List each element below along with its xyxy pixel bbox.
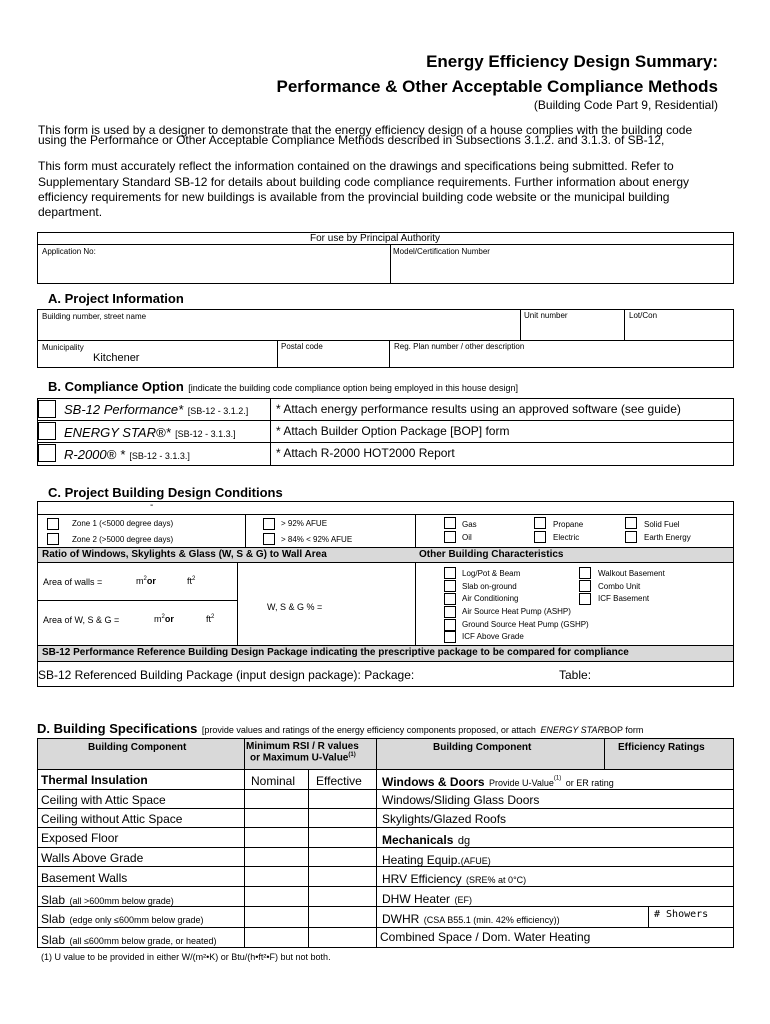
air-conditioning-checkbox[interactable] — [444, 593, 456, 605]
section-b-heading — [48, 378, 518, 396]
showers-field[interactable]: # Showers — [654, 909, 709, 920]
dwhr-label: DWHR — [382, 912, 420, 926]
exposed-floor-label: Exposed Floor — [41, 831, 119, 845]
option-sb12-attach: * Attach energy performance results using an approved software (see guide) — [276, 402, 681, 416]
ft2-unit-walls — [187, 576, 195, 586]
log-pot-beam-label: Log/Pot & Beam — [462, 569, 521, 578]
electric-checkbox[interactable] — [534, 531, 546, 543]
c-div5 — [37, 661, 734, 662]
divider-lot — [624, 309, 625, 340]
option-sb12 — [64, 401, 248, 419]
m2-sup: 2 — [143, 576, 147, 582]
zone1-label: Zone 1 (<5000 degree days) — [72, 519, 174, 528]
section-d-note: [provide values and ratings of the energy efficiency components proposed, or attach — [201, 725, 536, 735]
lot-con-field[interactable]: Lot/Con — [629, 311, 658, 320]
option-r2000-attach: * Attach R-2000 HOT2000 Report — [276, 446, 455, 460]
electric-label: Electric — [553, 533, 580, 542]
m2-unit: m — [136, 576, 144, 586]
slab1-label: Slab — [41, 893, 66, 907]
slab3-row — [41, 931, 217, 949]
earth-energy-label: Earth Energy — [644, 533, 691, 542]
walkout-basement-checkbox[interactable] — [579, 567, 591, 579]
r2000-checkbox[interactable] — [38, 444, 56, 462]
mechanicals-value[interactable]: dg — [457, 835, 471, 847]
authority-header: For use by Principal Authority — [310, 233, 441, 244]
col-building-component-2: Building Component — [433, 742, 532, 753]
heating-row — [382, 851, 491, 869]
section-d-title: D. Building Specifications — [37, 721, 198, 736]
ft2-unit-wsg: ft — [206, 614, 212, 624]
section-d-heading — [37, 720, 643, 738]
divider-regplan — [389, 340, 390, 368]
section-d-note-italic: ENERGY STAR — [540, 725, 604, 735]
postal-code-field[interactable]: Postal code — [281, 342, 323, 351]
specs-header-div — [37, 769, 734, 770]
afue-92-checkbox[interactable] — [263, 518, 275, 530]
ft2-unit-wsg-wrap — [206, 614, 214, 624]
windows-doors-row — [382, 773, 614, 791]
col-min-rsi: Minimum RSI / R values — [246, 741, 359, 752]
reg-plan-field[interactable]: Reg. Plan number / other description — [394, 342, 525, 351]
icf-basement-label: ICF Basement — [598, 594, 650, 603]
sb12-performance-checkbox[interactable] — [38, 400, 56, 418]
oil-label: Oil — [462, 533, 472, 542]
windows-doors-label: Windows & Doors — [382, 775, 485, 789]
earth-energy-checkbox[interactable] — [625, 531, 637, 543]
col-max-u — [250, 752, 356, 763]
municipality-label: Municipality — [42, 343, 84, 352]
dhw-label: DHW Heater — [382, 892, 451, 906]
hrv-label: HRV Efficiency — [382, 872, 462, 886]
col-max-u-sup: (1) — [348, 752, 356, 758]
slab3-label: Slab — [41, 933, 66, 947]
other-characteristics-header: Other Building Characteristics — [419, 549, 564, 560]
subtitle: (Building Code Part 9, Residential) — [533, 98, 718, 112]
c-vdiv1 — [245, 514, 246, 547]
specs-vdiv3 — [604, 738, 605, 769]
or-label-wsg: or — [164, 614, 174, 624]
log-pot-beam-checkbox[interactable] — [444, 567, 456, 579]
unit-number-field[interactable]: Unit number — [524, 311, 568, 320]
row-line-2 — [37, 808, 734, 809]
m2-unit-wsg: m — [154, 614, 162, 624]
m2-sup-wsg: 2 — [161, 614, 165, 620]
provide-u-sup: (1) — [553, 775, 562, 782]
option-energystar — [64, 424, 236, 442]
area-wsg-units — [154, 614, 174, 624]
air-conditioning-label: Air Conditioning — [462, 594, 519, 603]
footnote: (1) U value to be provided in either W/(m²•K) or Btu/(h•ft²•F) but not both. — [41, 952, 331, 962]
gas-label: Gas — [462, 520, 477, 529]
col-max-u-text: or Maximum U-Value — [250, 752, 349, 764]
specs-vdiv-nominal — [308, 769, 309, 948]
c-div3 — [37, 562, 734, 563]
energy-star-checkbox[interactable] — [38, 422, 56, 440]
icf-basement-checkbox[interactable] — [579, 593, 591, 605]
dwhr-note: (CSA B55.1 (min. 42% efficiency)) — [423, 915, 560, 925]
table-field[interactable]: Table: — [559, 668, 592, 682]
sb12-reference-header: SB-12 Performance Reference Building Design Package indicating the prescriptive package to be compared for compliance — [42, 647, 629, 658]
propane-label: Propane — [553, 520, 584, 529]
municipality-value[interactable]: Kitchener — [93, 352, 140, 364]
specs-vdiv2 — [376, 738, 377, 948]
authority-divider — [37, 244, 734, 245]
intro-para2-line2: Supplementary Standard SB-12 for details about building code compliance requirements. Further information about energy — [38, 175, 690, 189]
combined-heating-label: Combined Space / Dom. Water Heating — [380, 930, 591, 944]
effective-label: Effective — [316, 774, 362, 788]
slab-on-ground-checkbox[interactable] — [444, 580, 456, 592]
walkout-basement-label: Walkout Basement — [598, 569, 665, 578]
compliance-div2 — [37, 442, 734, 443]
area-walls-units — [136, 576, 156, 586]
dash-mark: - — [150, 500, 154, 511]
title-line1: Energy Efficiency Design Summary: — [426, 52, 718, 71]
c-vdiv2 — [415, 514, 416, 645]
gshp-label: Ground Source Heat Pump (GSHP) — [462, 620, 589, 629]
solid-fuel-label: Solid Fuel — [644, 520, 680, 529]
zone2-checkbox[interactable] — [47, 533, 59, 545]
provide-u-label: Provide U-Value — [489, 778, 554, 788]
combo-unit-checkbox[interactable] — [579, 580, 591, 592]
combo-unit-label: Combo Unit — [598, 582, 641, 591]
solid-fuel-checkbox[interactable] — [625, 517, 637, 529]
option-r2000 — [64, 446, 190, 464]
provide-u-end: or ER rating — [565, 778, 614, 788]
ceiling-attic-label: Ceiling with Attic Space — [41, 793, 166, 807]
option-sb12-name: SB-12 Performance* — [64, 402, 184, 417]
afue-84-label: > 84% < 92% AFUE — [281, 535, 353, 544]
basement-walls-label: Basement Walls — [41, 871, 128, 885]
area-walls-label: Area of walls = — [43, 577, 103, 587]
icf-above-grade-checkbox[interactable] — [444, 631, 456, 643]
row-line-3 — [37, 827, 734, 828]
section-b-title: B. Compliance Option — [48, 379, 184, 394]
zone1-checkbox[interactable] — [47, 518, 59, 530]
mechanicals-label: Mechanicals — [382, 833, 454, 847]
zone2-label: Zone 2 (>5000 degree days) — [72, 535, 174, 544]
authority-vdivider — [390, 244, 391, 284]
afue-84-checkbox[interactable] — [263, 533, 275, 545]
heating-note: (AFUE) — [460, 856, 491, 866]
thermal-insulation-label: Thermal Insulation — [41, 773, 148, 787]
col-efficiency-ratings: Efficiency Ratings — [618, 742, 705, 753]
model-cert-field[interactable]: Model/Certification Number — [393, 247, 490, 256]
slab2-row — [41, 910, 204, 928]
intro-para1-line2: using the Performance or Other Acceptable Compliance Methods described in Subsections 3.1.2. and 3.1.3. of SB-12, — [38, 133, 665, 147]
compliance-vdiv — [270, 398, 271, 466]
option-energystar-name: ENERGY STAR®* — [64, 425, 171, 440]
building-number-field[interactable]: Building number, street name — [42, 312, 147, 321]
propane-checkbox[interactable] — [534, 517, 546, 529]
ft2-sup: 2 — [192, 576, 196, 582]
hrv-row — [382, 870, 526, 888]
referenced-package-field[interactable]: SB-12 Referenced Building Package (input design package): Package: — [38, 668, 415, 682]
hrv-note: (SRE% at 0°C) — [466, 875, 527, 885]
application-no-field[interactable]: Application No: — [42, 247, 96, 256]
ft2-sup-wsg: 2 — [211, 614, 215, 620]
or-label: or — [146, 576, 156, 586]
intro-para2-line3: efficiency requirements for new buildings is available from the provincial building code website or the municipal building — [38, 190, 670, 204]
option-sb12-ref: [SB-12 - 3.1.2.] — [187, 406, 249, 416]
gshp-checkbox[interactable] — [444, 619, 456, 631]
area-wsg-label: Area of W, S & G = — [43, 615, 120, 625]
ceiling-no-attic-label: Ceiling without Attic Space — [41, 812, 183, 826]
icf-above-grade-label: ICF Above Grade — [462, 632, 524, 641]
wsg-percent-field[interactable]: W, S & G % = — [267, 602, 323, 612]
divider-unit — [520, 309, 521, 340]
dhw-row — [382, 890, 472, 908]
c-vdiv3 — [237, 562, 238, 645]
slab2-note: (edge only ≤600mm below grade) — [69, 915, 204, 925]
intro-para2-line1: This form must accurately reflect the information contained on the drawings and specifications being submitted. Refer to — [38, 159, 674, 173]
dwhr-row — [382, 910, 560, 928]
c-div-top — [37, 514, 734, 515]
section-a-title: A. Project Information — [48, 291, 184, 306]
intro-para1-line1: This form is used by a designer to demonstrate that the energy efficiency design of a house complies with the building code — [38, 123, 693, 137]
skylights-label: Skylights/Glazed Roofs — [382, 812, 507, 826]
slab1-row — [41, 891, 174, 909]
section-d-note-end: BOP form — [604, 725, 644, 735]
specs-vdiv-showers — [648, 906, 649, 927]
heating-label: Heating Equip. — [382, 853, 461, 867]
option-r2000-ref: [SB-12 - 3.1.3.] — [129, 451, 190, 461]
ft2-unit: ft — [187, 576, 193, 586]
section-c-title: C. Project Building Design Conditions — [48, 485, 283, 500]
ashp-checkbox[interactable] — [444, 606, 456, 618]
oil-checkbox[interactable] — [444, 531, 456, 543]
specs-vdiv1 — [244, 738, 245, 948]
divider-postal — [277, 340, 278, 368]
gas-checkbox[interactable] — [444, 517, 456, 529]
option-energystar-attach: * Attach Builder Option Package [BOP] form — [276, 424, 510, 438]
slab1-note: (all >600mm below grade) — [69, 896, 174, 906]
windows-sliding-label: Windows/Sliding Glass Doors — [382, 793, 540, 807]
slab2-label: Slab — [41, 912, 66, 926]
slab3-note: (all ≤600mm below grade, or heated) — [69, 936, 217, 946]
col-building-component: Building Component — [88, 742, 187, 753]
project-info-divider — [37, 340, 734, 341]
option-energystar-ref: [SB-12 - 3.1.3.] — [175, 429, 236, 439]
title-line2: Performance & Other Acceptable Compliance Methods — [276, 77, 718, 96]
dhw-note: (EF) — [454, 895, 472, 905]
option-r2000-name: R-2000® * — [64, 447, 125, 462]
slab-on-ground-label: Slab on-ground — [462, 582, 517, 591]
section-b-note: [indicate the building code compliance option being employed in this house design] — [188, 383, 518, 393]
afue-92-label: > 92% AFUE — [281, 519, 328, 528]
walls-above-grade-label: Walls Above Grade — [41, 851, 144, 865]
c-div-walls — [37, 600, 237, 601]
ratio-header: Ratio of Windows, Skylights & Glass (W, S & G) to Wall Area — [42, 549, 327, 560]
ashp-label: Air Source Heat Pump (ASHP) — [462, 607, 571, 616]
mechanicals-row — [382, 831, 470, 849]
intro-para2-line4: department. — [38, 205, 103, 219]
nominal-label: Nominal — [251, 774, 296, 788]
compliance-div1 — [37, 420, 734, 421]
